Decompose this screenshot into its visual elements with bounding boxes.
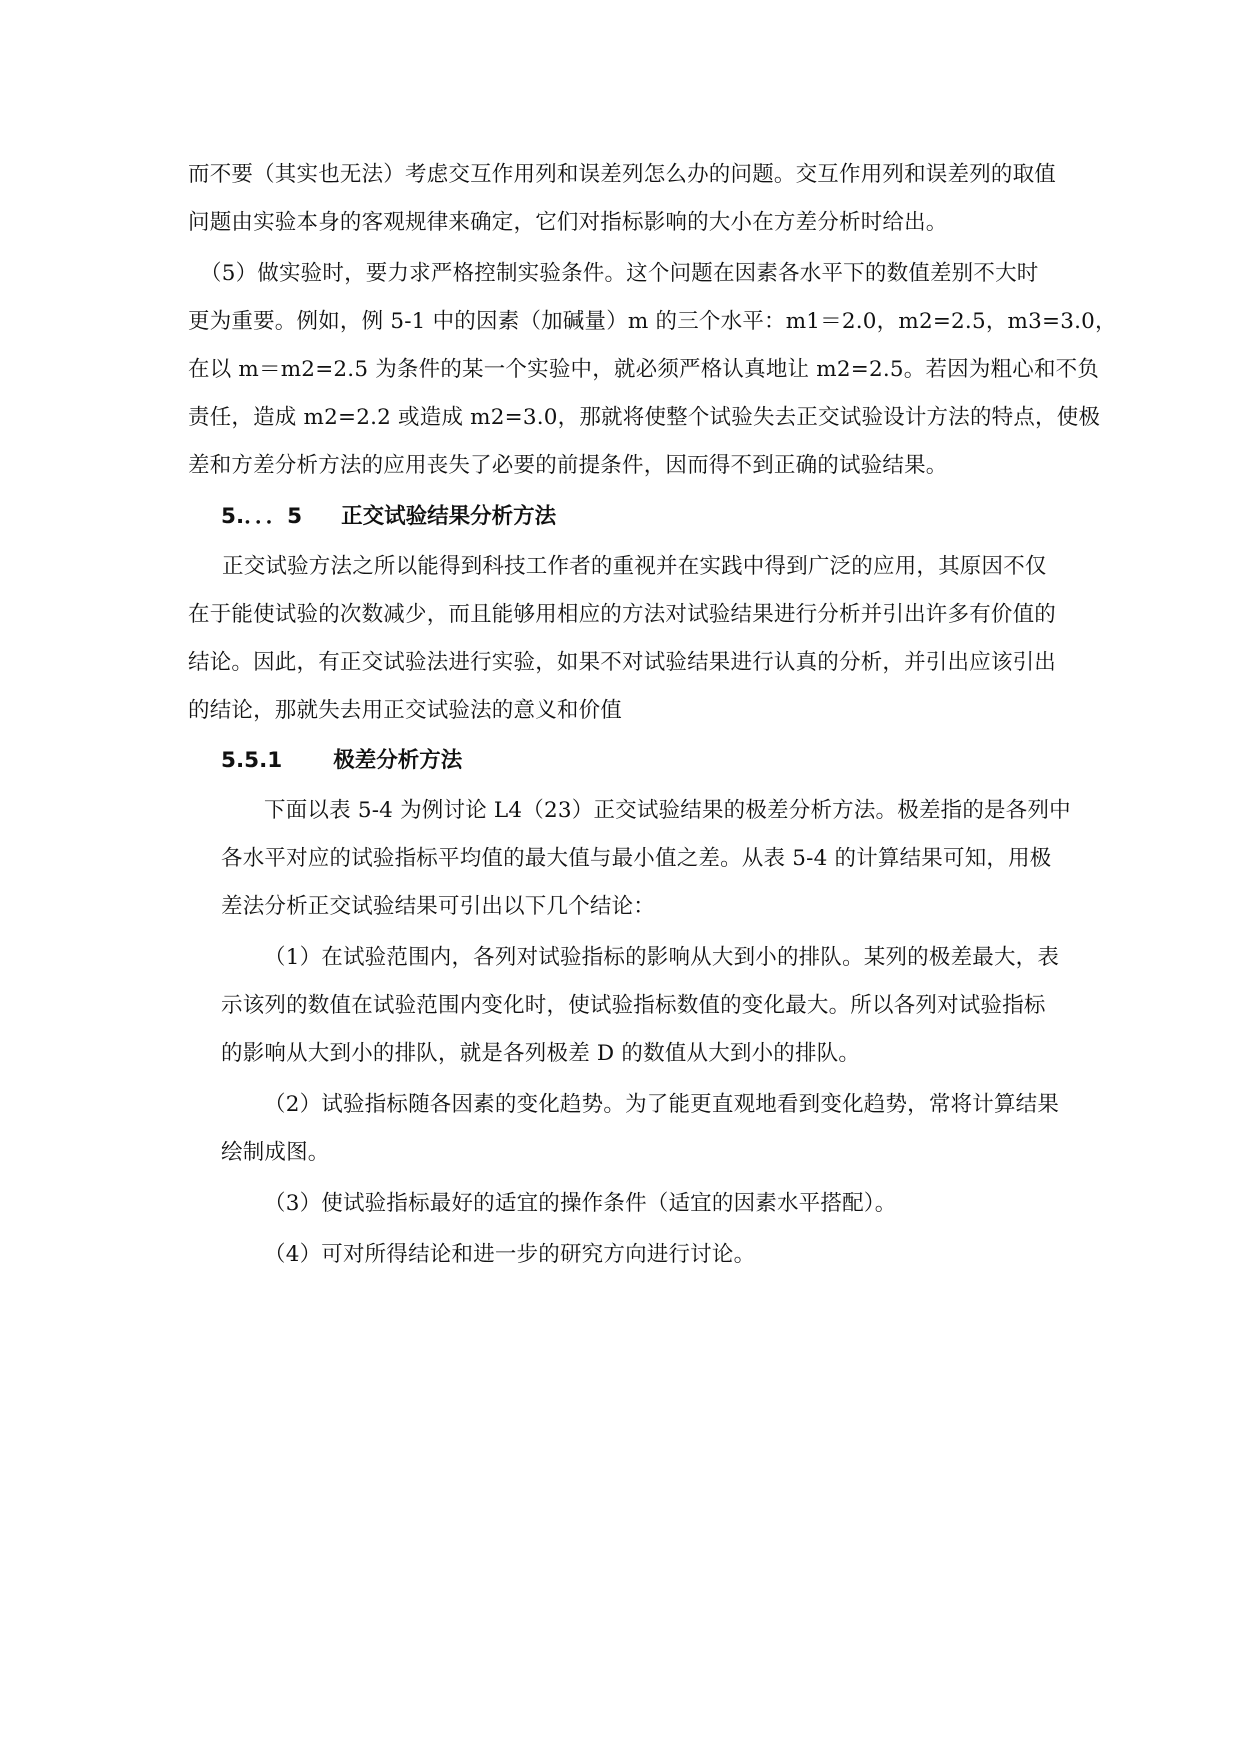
paragraph-4-line-1: 下面以表 5-4 为例讨论 L4（23）正交试验结果的极差分析方法。极差指的是各列中 bbox=[264, 798, 1071, 823]
paragraph-2-line-2: 更为重要。例如，例 5-1 中的因素（加碱量）m 的三个水平：m1＝2.0，m2=2.5，m3=3.0， bbox=[188, 309, 1117, 334]
section-heading-5-5-1 bbox=[221, 746, 462, 776]
section-title: 正交试验结果分析方法 bbox=[341, 504, 557, 529]
section-number: 5.．．．5 bbox=[221, 504, 303, 529]
paragraph-5-line-1: （1）在试验范围内，各列对试验指标的影响从大到小的排队。某列的极差最大，表 bbox=[264, 945, 1060, 970]
subsection-title: 极差分析方法 bbox=[333, 748, 463, 773]
paragraph-3-line-2: 在于能使试验的次数减少，而且能够用相应的方法对试验结果进行分析并引出许多有价值的 bbox=[188, 602, 1057, 627]
paragraph-5-line-2: 示该列的数值在试验范围内变化时，使试验指标数值的变化最大。所以各列对试验指标 bbox=[221, 993, 1046, 1018]
section-heading-5-5 bbox=[221, 502, 556, 532]
paragraph-1-line-1: 而不要（其实也无法）考虑交互作用列和误差列怎么办的问题。交互作用列和误差列的取值 bbox=[188, 162, 1057, 187]
paragraph-3-line-1: 正交试验方法之所以能得到科技工作者的重视并在实践中得到广泛的应用，其原因不仅 bbox=[222, 554, 1047, 579]
paragraph-2-line-1: （5）做实验时，要力求严格控制实验条件。这个问题在因素各水平下的数值差别不大时 bbox=[200, 261, 1039, 286]
paragraph-4-line-3: 差法分析正交试验结果可引出以下几个结论： bbox=[221, 894, 656, 919]
paragraph-2-line-4: 责任，造成 m2=2.2 或造成 m2=3.0，那就将使整个试验失去正交试验设计方法的特点，使极 bbox=[188, 405, 1101, 430]
paragraph-5-line-3: 的影响从大到小的排队，就是各列极差 D 的数值从大到小的排队。 bbox=[221, 1041, 861, 1066]
paragraph-8-line-1: （4）可对所得结论和进一步的研究方向进行讨论。 bbox=[264, 1242, 756, 1267]
paragraph-1-line-2: 问题由实验本身的客观规律来确定，它们对指标影响的大小在方差分析时给出。 bbox=[188, 210, 948, 235]
subsection-number: 5.5.1 bbox=[221, 748, 283, 773]
paragraph-6-line-2: 绘制成图。 bbox=[221, 1140, 330, 1165]
paragraph-4-line-2: 各水平对应的试验指标平均值的最大值与最小值之差。从表 5-4 的计算结果可知，用极 bbox=[221, 846, 1052, 871]
paragraph-3-line-4: 的结论，那就失去用正交试验法的意义和价值 bbox=[188, 698, 623, 723]
paragraph-2-line-5: 差和方差分析方法的应用丧失了必要的前提条件，因而得不到正确的试验结果。 bbox=[188, 453, 948, 478]
paragraph-2-line-3: 在以 m＝m2=2.5 为条件的某一个实验中，就必须严格认真地让 m2=2.5。若因为粗心和不负 bbox=[188, 357, 1100, 382]
paragraph-7-line-1: （3）使试验指标最好的适宜的操作条件（适宜的因素水平搭配）。 bbox=[264, 1191, 897, 1216]
paragraph-6-line-1: （2）试验指标随各因素的变化趋势。为了能更直观地看到变化趋势，常将计算结果 bbox=[264, 1092, 1060, 1117]
paragraph-3-line-3: 结论。因此，有正交试验法进行实验，如果不对试验结果进行认真的分析，并引出应该引出 bbox=[188, 650, 1057, 675]
